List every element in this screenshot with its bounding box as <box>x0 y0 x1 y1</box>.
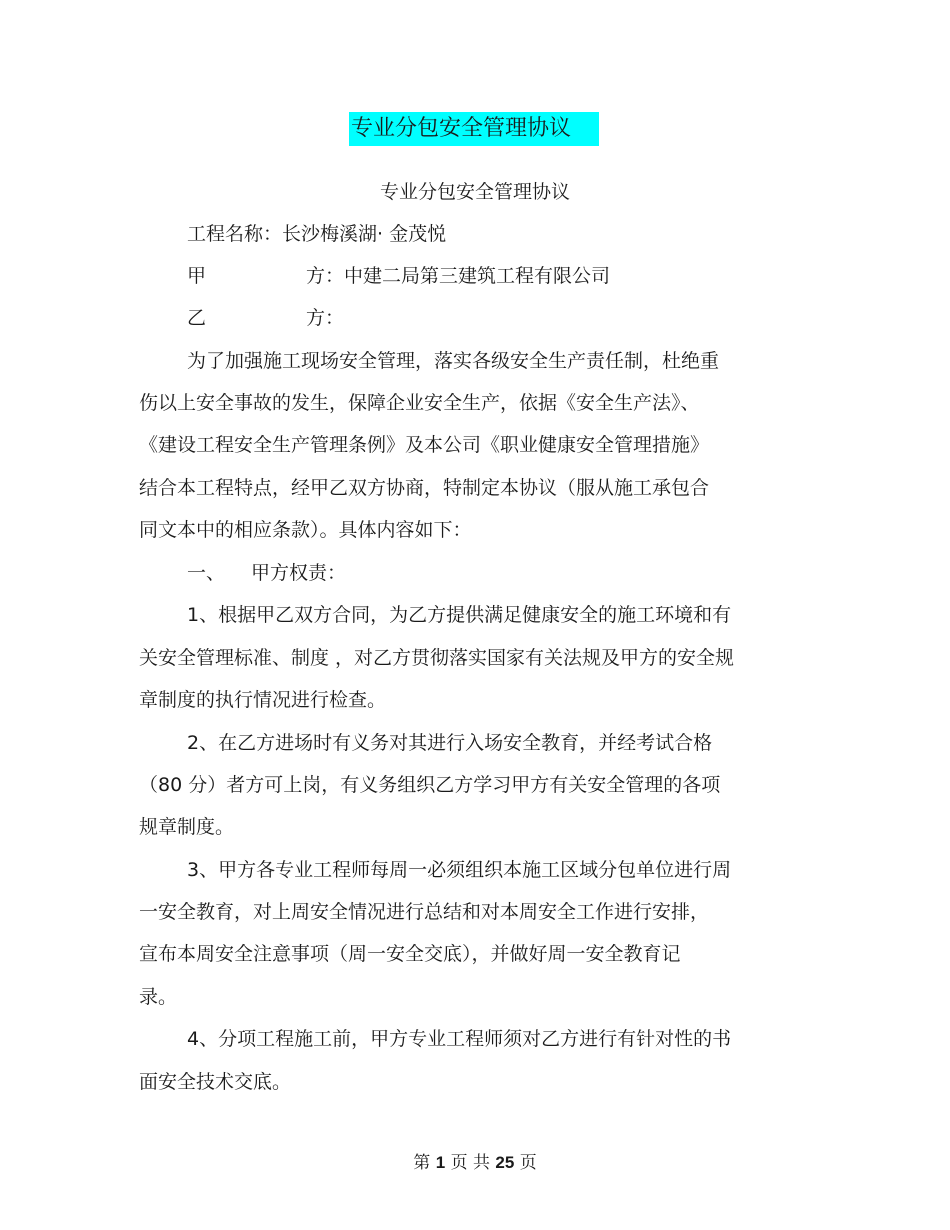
intro-line: 《建设工程安全生产管理条例》及本公司《职业健康安全管理措施》 <box>139 434 710 456</box>
party-a-label: 甲 <box>187 265 207 287</box>
document-title: 专业分包安全管理协议 <box>379 181 570 203</box>
section-number: 一、 <box>187 562 226 584</box>
clause-line: 一安全教育，对上周安全情况进行总结和对本周安全工作进行安排， <box>139 901 710 923</box>
highlighted-title-text: 专业分包安全管理协议 <box>351 116 572 141</box>
clause-line: 规章制度。 <box>139 816 235 838</box>
clause-line: 3、甲方各专业工程师每周一必须组织本施工区域分包单位进行周 <box>187 859 732 881</box>
page-footer <box>0 1150 950 1176</box>
party-b-label: 乙 <box>187 307 207 329</box>
clause-line: 录。 <box>139 986 178 1008</box>
clause-line: 面安全技术交底。 <box>139 1071 292 1093</box>
clause-line: 关安全管理标准、制度 ，对乙方贯彻落实国家有关法规及甲方的安全规 <box>139 647 735 669</box>
intro-line: 结合本工程特点，经甲乙双方协商，特制定本协议（服从施工承包合 <box>139 477 710 499</box>
highlighted-title <box>349 112 599 146</box>
party-b-value: 方： <box>306 307 345 329</box>
page-middle: 页 共 <box>450 1153 490 1173</box>
clause-line: 2、在乙方进场时有义务对其进行入场安全教育，并经考试合格 <box>187 732 713 754</box>
page-total: 25 <box>495 1153 515 1172</box>
intro-line: 同文本中的相应条款）。具体内容如下： <box>139 519 472 541</box>
clause-line: 章制度的执行情况进行检查。 <box>139 689 387 711</box>
page-suffix: 页 <box>519 1153 537 1173</box>
clause-line: （80 分）者方可上岗，有义务组织乙方学习甲方有关安全管理的各项 <box>139 774 721 796</box>
party-a-value: 方：中建二局第三建筑工程有限公司 <box>306 265 611 287</box>
section-heading: 甲方权责： <box>251 562 347 584</box>
intro-line: 为了加强施工现场安全管理，落实各级安全生产责任制，杜绝重 <box>187 350 720 372</box>
intro-line: 伤以上安全事故的发生，保障企业安全生产，依据《安全生产法》、 <box>139 392 700 414</box>
clause-line: 宣布本周安全注意事项（周一安全交底），并做好周一安全教育记 <box>139 943 681 965</box>
page-current: 1 <box>435 1153 446 1172</box>
clause-line: 4、分项工程施工前，甲方专业工程师须对乙方进行有针对性的书 <box>187 1028 732 1050</box>
clause-line: 1、根据甲乙双方合同，为乙方提供满足健康安全的施工环境和有 <box>187 604 732 626</box>
page-prefix: 第 <box>413 1153 431 1173</box>
project-name: 工程名称：长沙梅溪湖· 金茂悦 <box>187 223 447 245</box>
